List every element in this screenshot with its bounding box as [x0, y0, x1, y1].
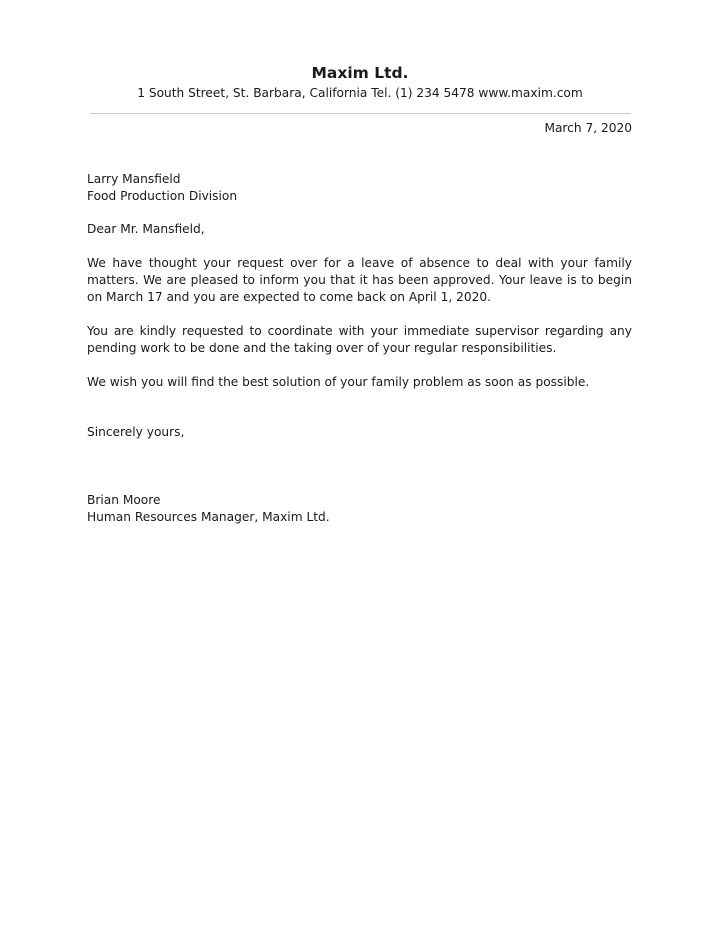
- paragraph-2: [87, 323, 632, 357]
- signatory-name: Brian Moore: [87, 493, 161, 507]
- paragraph-1-line-1: We have thought your request over for a leave of absence to deal with your family: [87, 256, 632, 270]
- paragraph-1: [87, 255, 632, 306]
- paragraph-2-line-2: pending work to be done and the taking over of your regular responsibilities.: [87, 341, 557, 355]
- closing: [87, 424, 632, 441]
- paragraph-1-line-3: on March 17 and you are expected to come back on April 1, 2020.: [87, 290, 491, 304]
- company-address: 1 South Street, St. Barbara, California Tel. (1) 234 5478 www.maxim.com: [137, 86, 583, 100]
- recipient-block: [87, 171, 632, 205]
- paragraph-3-line-1: We wish you will find the best solution of your family problem as soon as possible.: [87, 375, 590, 389]
- company-name: Maxim Ltd.: [311, 64, 409, 82]
- signature-block: [87, 492, 632, 526]
- letter-date: March 7, 2020: [544, 121, 632, 135]
- closing-text: Sincerely yours,: [87, 425, 185, 439]
- letterhead: [0, 62, 720, 102]
- recipient-name: Larry Mansfield: [87, 172, 181, 186]
- paragraph-2-line-1: You are kindly requested to coordinate with your immediate supervisor regarding any: [87, 324, 632, 338]
- signatory-title: Human Resources Manager, Maxim Ltd.: [87, 510, 330, 524]
- paragraph-3: [87, 374, 632, 391]
- salutation: [87, 221, 632, 238]
- recipient-department: Food Production Division: [87, 189, 238, 203]
- paragraph-1-line-2: matters. We are pleased to inform you that it has been approved. Your leave is to begin: [87, 273, 632, 287]
- header-divider: [90, 113, 631, 114]
- salutation-text: Dear Mr. Mansfield,: [87, 222, 205, 236]
